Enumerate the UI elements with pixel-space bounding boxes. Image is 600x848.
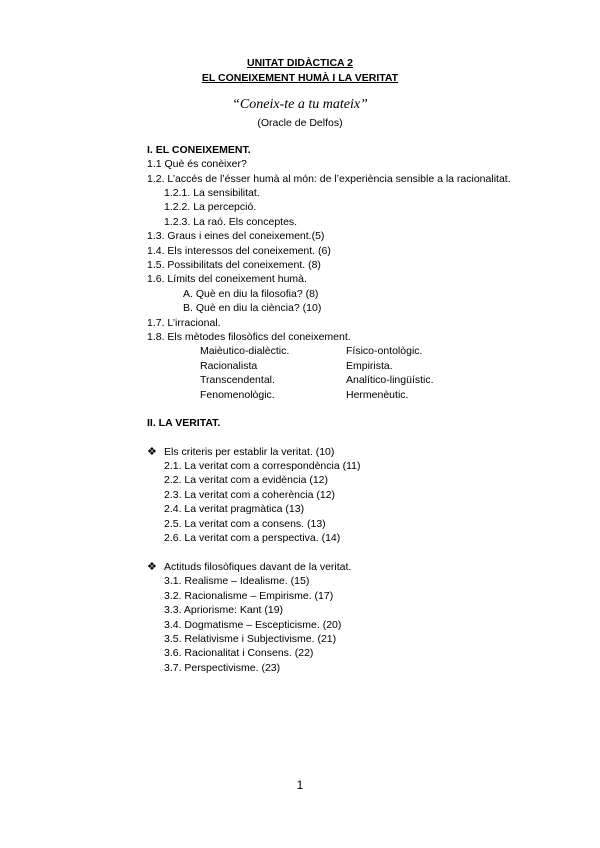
list-item: 1.4. Els interessos del coneixement. (6) [147, 245, 331, 257]
list-item: 1.2. L’accés de l’ésser humà al món: de l’experiència sensible a la racionalitat. [147, 173, 511, 185]
method-left: Maièutico-dialèctic. [200, 345, 290, 357]
list-item: 1.2.1. La sensibilitat. [164, 187, 260, 199]
list-item: 2.5. La veritat com a consens. (13) [164, 518, 326, 530]
list-item: 1.1 Què és conèixer? [147, 158, 247, 170]
list-item: 1.3. Graus i eines del coneixement.(5) [147, 230, 325, 242]
list-item: 2.1. La veritat com a correspondència (11) [164, 460, 361, 472]
list-item: 2.6. La veritat com a perspectiva. (14) [164, 532, 341, 544]
list-item: 3.5. Relativisme i Subjectivisme. (21) [164, 633, 337, 645]
list-item: 3.2. Racionalisme – Empirisme. (17) [164, 590, 334, 602]
group-title-actituds: Actituds filosòfiques davant de la veritat. [164, 561, 352, 573]
diamond-bullet-icon: ❖ [147, 561, 157, 573]
section-title-coneixement: I. EL CONEIXEMENT. [147, 144, 251, 156]
list-item: 2.2. La veritat com a evidència (12) [164, 474, 329, 486]
epigraph-quote: “Coneix-te a tu mateix” [232, 97, 368, 112]
list-item: A. Què en diu la filosofia? (8) [183, 288, 319, 300]
epigraph-source: (Oracle de Delfos) [257, 117, 343, 129]
group-title-criteris: Els criteris per establir la veritat. (10) [164, 446, 335, 458]
list-item: 2.4. La veritat pragmàtica (13) [164, 503, 305, 515]
list-item: 1.2.3. La raó. Els conceptes. [164, 216, 298, 228]
diamond-bullet-icon: ❖ [147, 446, 157, 458]
list-item: 3.3. Apriorisme: Kant (19) [164, 604, 284, 616]
section-title-veritat: II. LA VERITAT. [147, 417, 221, 429]
list-item: 3.4. Dogmatisme – Escepticisme. (20) [164, 619, 342, 631]
list-item: 3.7. Perspectivisme. (23) [164, 662, 281, 674]
method-left: Transcendental. [200, 374, 275, 386]
method-left: Fenomenològic. [200, 389, 275, 401]
unit-subtitle: EL CONEIXEMENT HUMÀ I LA VERITAT [201, 72, 399, 84]
list-item: 3.6. Racionalitat i Consens. (22) [164, 647, 314, 659]
list-item: 1.7. L’irracional. [147, 317, 221, 329]
method-left: Racionalista [200, 360, 258, 372]
list-item: 2.3. La veritat com a coherència (12) [164, 489, 336, 501]
page-number: 1 [296, 778, 304, 792]
list-item: 1.5. Possibilitats del coneixement. (8) [147, 259, 321, 271]
list-item: B. Què en diu la ciència? (10) [183, 302, 322, 314]
list-item: 1.8. Els mètodes filosòfics del coneixement. [147, 331, 351, 343]
list-item: 3.1. Realisme – Idealisme. (15) [164, 575, 310, 587]
list-item: 1.6. Límits del coneixement humà. [147, 273, 307, 285]
method-right: Analítico-lingüístic. [346, 374, 434, 386]
unit-title: UNITAT DIDÀCTICA 2 [247, 57, 353, 69]
method-right: Empirista. [346, 360, 393, 372]
method-right: Físico-ontològic. [346, 345, 423, 357]
list-item: 1.2.2. La percepció. [164, 201, 257, 213]
method-right: Hermenèutic. [346, 389, 409, 401]
